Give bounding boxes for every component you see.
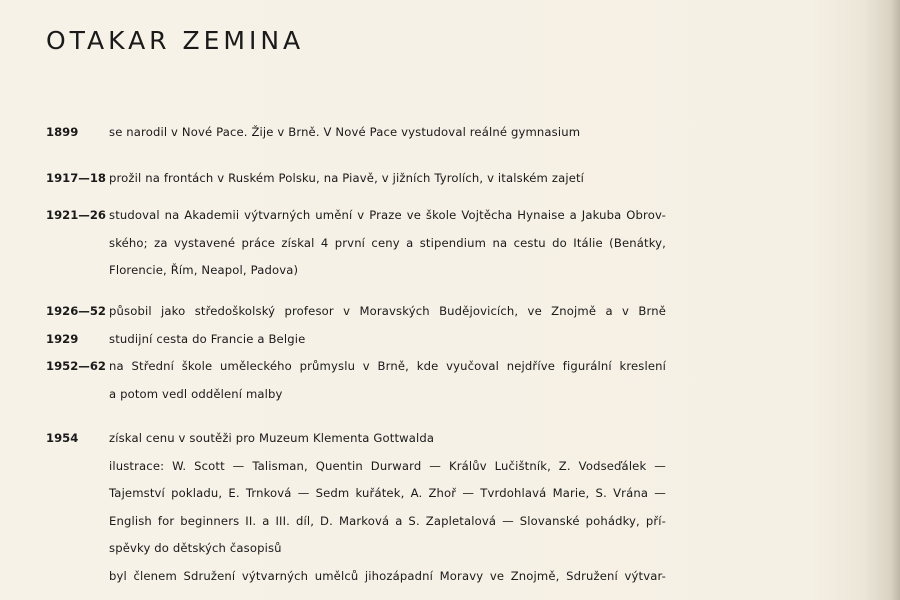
entry-text: na Střední škole uměleckého průmyslu v Brně, kde vyučoval nejdříve figurální kreslení	[109, 359, 666, 373]
entry-text: spěvky do dětských časopisů	[109, 541, 282, 555]
entry-text: získal cenu v soutěži pro Muzeum Klementa Gottwalda	[109, 431, 435, 445]
entry-text: studoval na Akademii výtvarných umění v Praze ve škole Vojtěcha Hynaise a Jakuba Obrov-	[109, 208, 666, 222]
entry-text: studijní cesta do Francie a Belgie	[109, 332, 306, 346]
entry-text: prožil na frontách v Ruském Polsku, na Piavě, v jižních Tyrolích, v italském zajetí	[109, 171, 585, 185]
entry-text: byl členem Sdružení výtvarných umělců jihozápadní Moravy ve Znojmě, Sdružení výtvar-	[109, 569, 666, 583]
entry-text: Florencie, Řím, Neapol, Padova)	[109, 263, 299, 277]
entry-text: a potom vedl oddělení malby	[109, 387, 283, 401]
entry-text: English for beginners II. a III. díl, D. Marková a S. Zapletalová — Slovanské pohádky, pří-	[109, 514, 666, 528]
entry-text: se narodil v Nové Pace. Žije v Brně. V Nové Pace vystudoval reálné gymnasium	[109, 125, 581, 139]
year-label: 1929	[46, 332, 79, 346]
entry-text: ského; za vystavené práce získal 4 první ceny a stipendium na cestu do Itálie (Benátky,	[109, 236, 666, 250]
year-label: 1952—62	[46, 359, 106, 373]
year-label: 1917—18	[46, 171, 106, 185]
year-label: 1899	[46, 125, 79, 139]
entry-text: Tajemství pokladu, E. Trnková — Sedm kuřátek, A. Zhoř — Tvrdohlavá Marie, S. Vrána —	[109, 486, 666, 500]
year-label: 1926—52	[46, 304, 106, 318]
page-title: OTAKAR ZEMINA	[46, 26, 305, 55]
year-label: 1954	[46, 431, 79, 445]
year-label: 1921—26	[46, 208, 106, 222]
entry-text: ilustrace: W. Scott — Talisman, Quentin Durward — Králův Lučištník, Z. Vodseďálek —	[109, 459, 666, 473]
entry-text: působil jako středoškolský profesor v Moravských Budějovicích, ve Znojmě a v Brně	[109, 304, 666, 318]
